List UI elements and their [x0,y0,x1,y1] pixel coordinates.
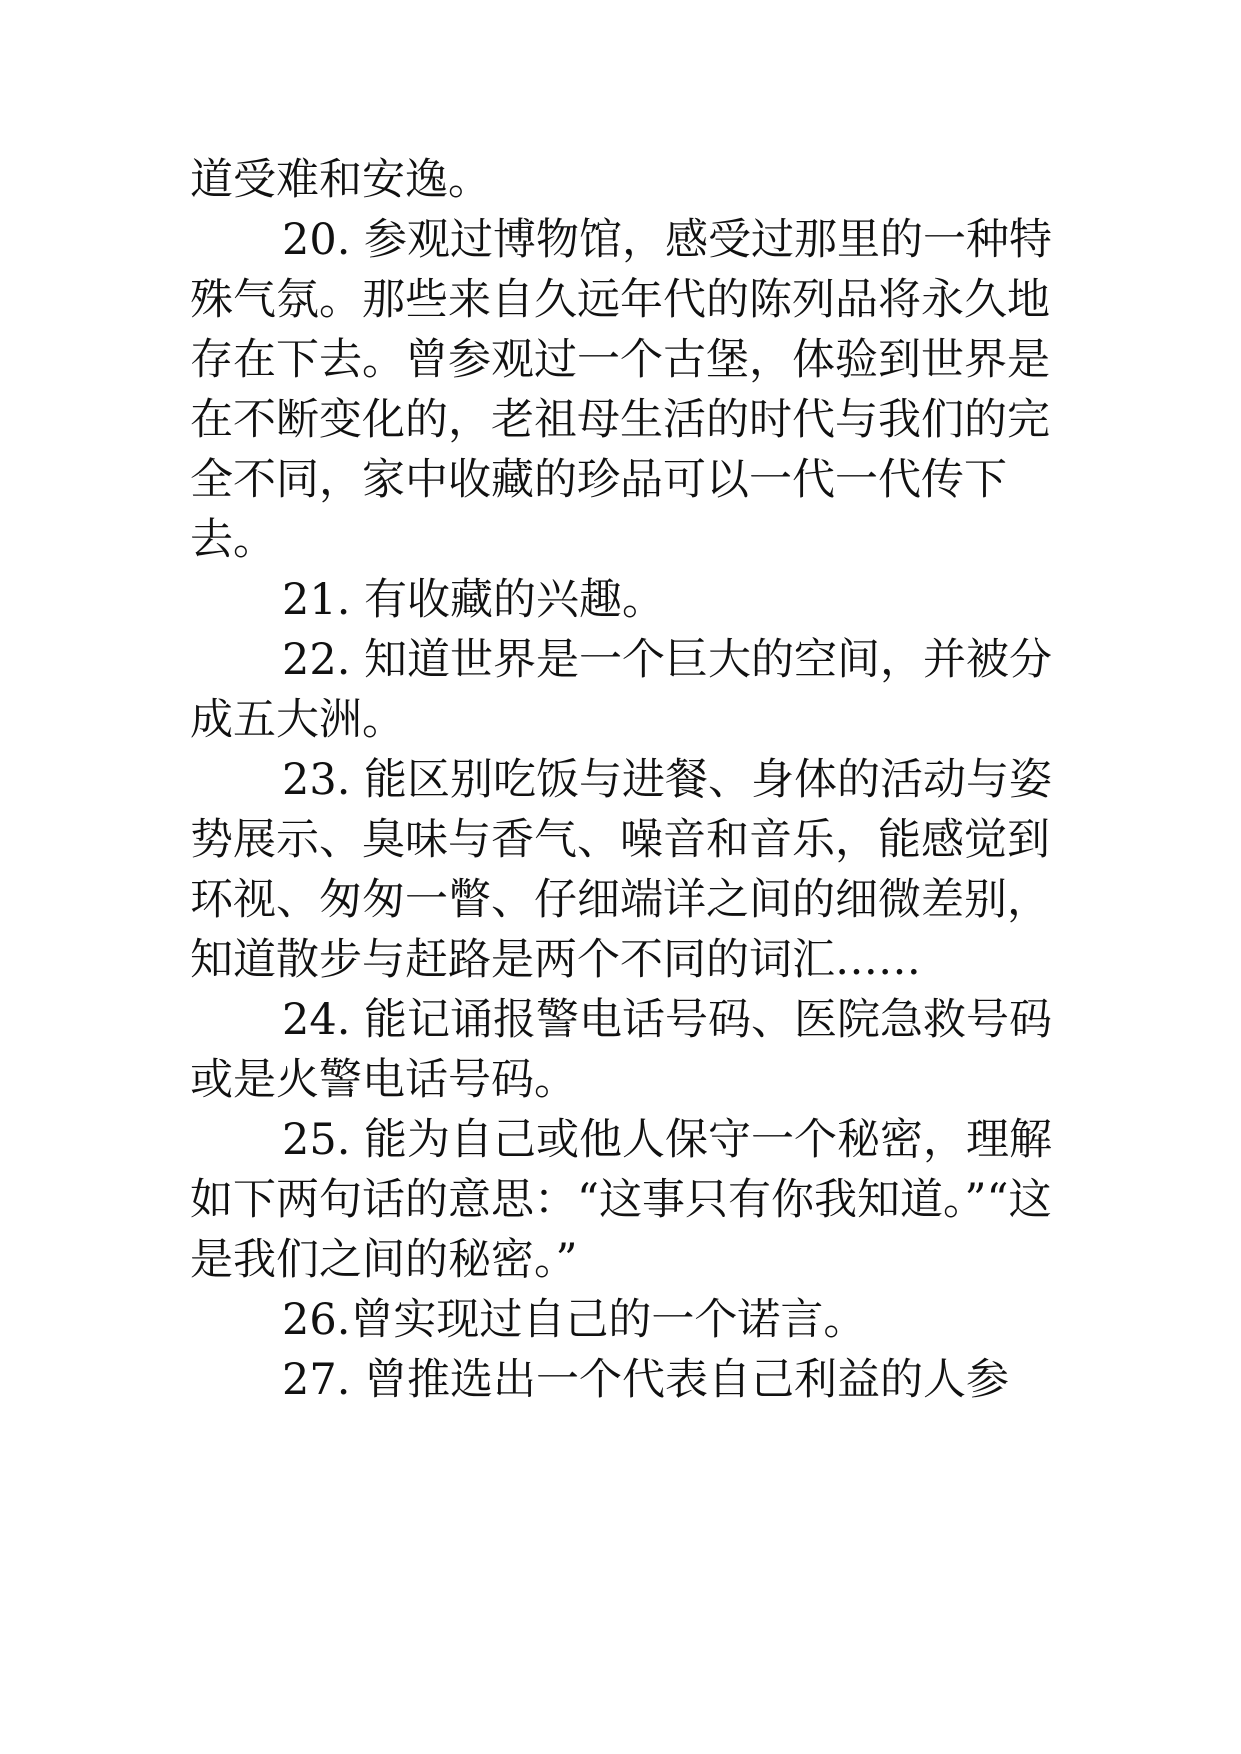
paragraph-item-21: 21. 有收藏的兴趣。 [282,575,666,625]
paragraph-item-20: 20. 参观过博物馆，感受过那里的一种特殊气氛。那些来自久远年代的陈列品将永久地存在下去。曾参观过一个古堡，体验到世界是在不断变化的，老祖母生活的时代与我们的完全不同，家中收藏的珍品可以一代一代传下去。 [190,215,1053,565]
paragraph-item-25: 25. 能为自己或他人保守一个秘密，理解如下两句话的意思：“这事只有你我知道。”“这是我们之间的秘密。” [190,1115,1053,1285]
document-body [190,150,1060,1410]
paragraph-item-27: 27. 曾推选出一个代表自己利益的人参 [282,1355,1010,1405]
paragraph-item-23: 23. 能区别吃饭与进餐、身体的活动与姿势展示、臭味与香气、噪音和音乐，能感觉到环视、匆匆一瞥、仔细端详之间的细微差别，知道散步与赶路是两个不同的词汇…… [190,755,1053,985]
paragraph-continuation: 道受难和安逸。 [190,155,491,205]
paragraph-item-24: 24. 能记诵报警电话号码、医院急救号码或是火警电话号码。 [190,995,1053,1105]
paragraph-item-22: 22. 知道世界是一个巨大的空间，并被分成五大洲。 [190,635,1053,745]
paragraph-item-26: 26.曾实现过自己的一个诺言。 [282,1295,867,1345]
